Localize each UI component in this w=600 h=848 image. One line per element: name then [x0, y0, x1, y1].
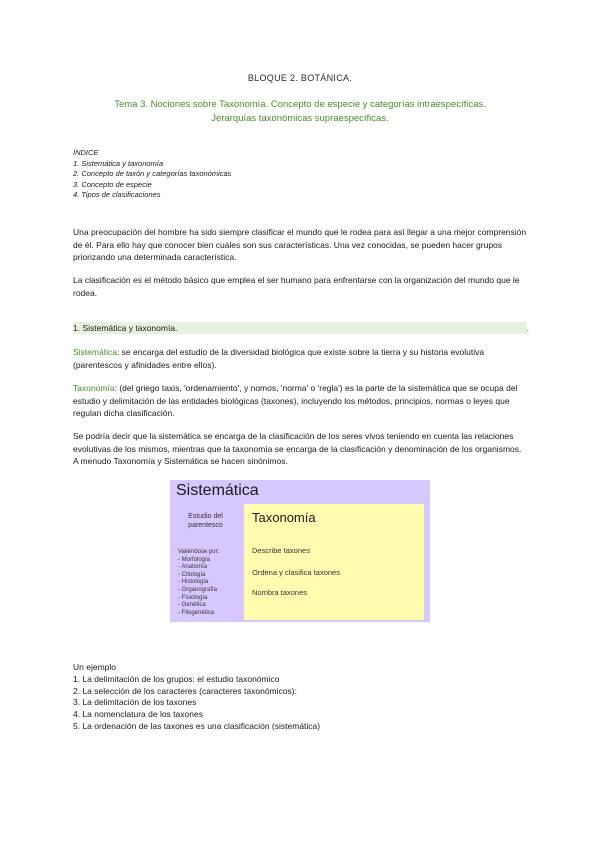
diagram-inner-item: Describe taxones: [252, 546, 310, 555]
diagram-left-item: Valiéndose por:: [178, 549, 220, 555]
diagram-left-item: - Morfología: [178, 556, 211, 563]
intro-paragraph-1: Una preocupación del hombre ha sido siempre clasificar el mundo que le rodea para así llegar a una mejor comprensión de él. Para ello hay que conocer bien cuáles son sus características. Una vez conocidas, se pueden hacer grupos priorizando una determinada característica.: [73, 227, 527, 262]
theme-title: [60, 98, 540, 126]
sistematica-diagram: [170, 480, 430, 622]
section-paragraph: Se podría decir que la sistemática se encarga de la clasificación de los seres vivos teniendo en cuenta las relaciones evolutivas de los mismos, mientras que la taxonomía se encarga de la clasificación y denominación de los organismos. A menudo Taxonomía y Sistemática se hacen sinónimos.: [73, 431, 522, 466]
diagram-left-item: - Organografía: [178, 586, 218, 593]
example-item: 1. La delimitación de los grupos: el estudio taxonómico: [73, 673, 280, 684]
diagram-left-item: - Anatomía: [178, 564, 208, 571]
index-heading: ÍNDICE: [73, 148, 99, 157]
diagram-left-item: - Fisiología: [178, 594, 208, 601]
theme-title-line2: Jerarquías taxonómicas supraespecíficas.: [211, 113, 389, 124]
sistematica-definition: [73, 346, 528, 371]
sistematica-text: : se encarga del estudio de la diversidad biológica que existe sobre la tierra y su historia evolutiva (parentescos y afinidades entre ellos).: [73, 347, 485, 370]
index-list: [73, 148, 231, 201]
example-heading: Un ejemplo: [73, 662, 116, 672]
example-list: [73, 662, 320, 733]
taxonomia-text: : (del griego taxis, 'ordenamiento', y nomos, 'norma' o 'regla') es la parte de la sistemática que se ocupa del estudio y delimitación de las entidades biológicas (taxones), incluyendo los métodos, principios, normas o leyes que regulan dicha clasificación.: [73, 383, 518, 418]
diagram-left-item: - Histología: [178, 579, 209, 586]
block-title: BLOQUE 2. BOTÁNICA.: [247, 73, 353, 83]
section-title: 1. Sistemática y taxonomía.: [73, 323, 178, 333]
sistematica-term: Sistemática: [73, 347, 117, 357]
example-item: 3. La delimitación de los taxones: [73, 697, 197, 708]
example-item: 5. La ordenación de las taxones es una clasificación (sistemática): [73, 720, 321, 731]
index-item: 4. Tipos de clasificaciones: [73, 190, 161, 199]
diagram-left-item: - Filogenética: [178, 609, 215, 616]
diagram-inner-box: [244, 504, 424, 620]
intro-paragraph-2: La clasificación es el método básico que emplea el ser humano para enfrentarse con la organización del mundo que le rodea.: [73, 275, 520, 298]
section-heading: [73, 322, 527, 334]
index-item: 1. Sistemática y taxonomía: [73, 158, 164, 168]
theme-title-line1: Tema 3. Nociones sobre Taxonomía. Concepto de especie y categorías intraespecíficas.: [114, 99, 486, 110]
example-item: 2. La selección de los caracteres (caracteres taxonómicos):: [73, 685, 297, 696]
diagram-left-header: Estudio del parentesco: [188, 513, 223, 529]
taxonomia-term: Taxonomía: [73, 383, 115, 393]
section-trailing-dot: .: [526, 323, 529, 333]
diagram-left-item: - Citología: [178, 571, 206, 578]
diagram-inner-title: Taxonomía: [252, 510, 316, 525]
diagram-inner-item: Ordena y clasifica taxones: [252, 568, 340, 577]
diagram-left-item: - Genética: [178, 602, 206, 609]
diagram-inner-item: Nombra taxones: [252, 588, 308, 597]
taxonomia-definition: [73, 382, 528, 420]
index-item: 3. Concepto de especie: [73, 179, 152, 189]
example-item: 4. La nomenclatura de los taxones: [73, 709, 203, 720]
index-item: 2. Concepto de taxón y categorías taxonómicas: [73, 169, 232, 178]
diagram-left-list: [178, 549, 219, 617]
diagram-outer-title: Sistemática: [176, 482, 259, 499]
